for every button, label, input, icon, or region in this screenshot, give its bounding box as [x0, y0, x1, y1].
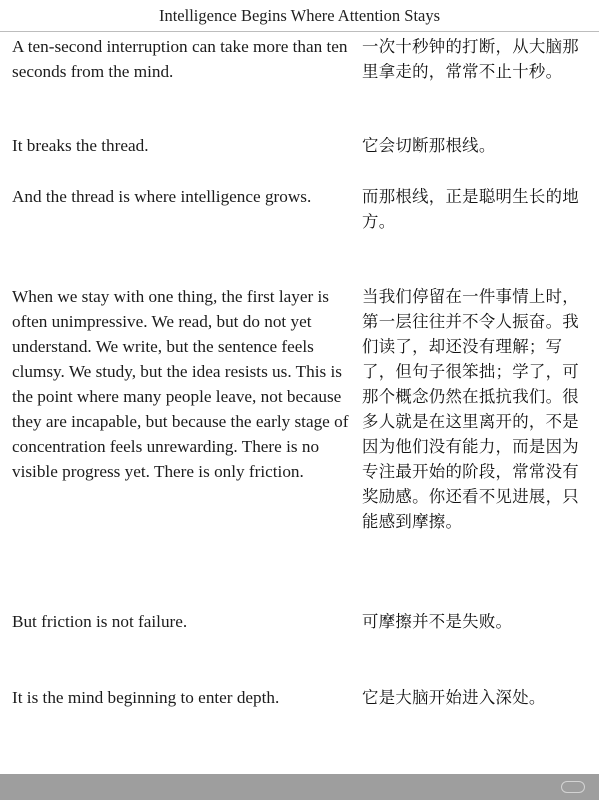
watermark-icon: [561, 781, 585, 793]
footer-bar: [0, 774, 599, 800]
english-text: It is the mind beginning to enter depth.: [12, 688, 280, 707]
chinese-text: 它会切断那根线。: [362, 136, 496, 155]
english-text: A ten-second interruption can take more than ten seconds from the mind.: [12, 37, 348, 81]
english-text: But friction is not failure.: [12, 612, 188, 631]
english-text: When we stay with one thing, the first layer is often unimpressive. We read, but do not yet understand. We write, but the sentence feels clumsy. We study, but the idea resists us. This is the point where many people leave, not because they are incapable, but because the early stage of concentration feels unrewarding. There is no visible progress yet. There is only friction.: [12, 287, 349, 481]
page-title: Intelligence Begins Where Attention Stays: [0, 0, 599, 32]
chinese-text: 可摩擦并不是失败。: [362, 612, 513, 631]
english-text: And the thread is where intelligence grows.: [12, 187, 312, 206]
chinese-text: 一次十秒钟的打断，从大脑那里拿走的，常常不止十秒。: [362, 37, 579, 81]
chinese-text: 当我们停留在一件事情上时，第一层往往并不令人振奋。我们读了，却还没有理解；写了，但句子很笨拙；学了，可那个概念仍然在抵抗我们。很多人就是在这里离开的，不是因为他们没有能力，而是因为专注最开始的阶段，常常没有奖励感。你还看不见进展，只能感到摩擦。: [362, 287, 579, 531]
chinese-text: 而那根线，正是聪明生长的地方。: [362, 187, 579, 231]
chinese-text: 它是大脑开始进入深处。: [362, 688, 546, 707]
english-text: It breaks the thread.: [12, 136, 149, 155]
